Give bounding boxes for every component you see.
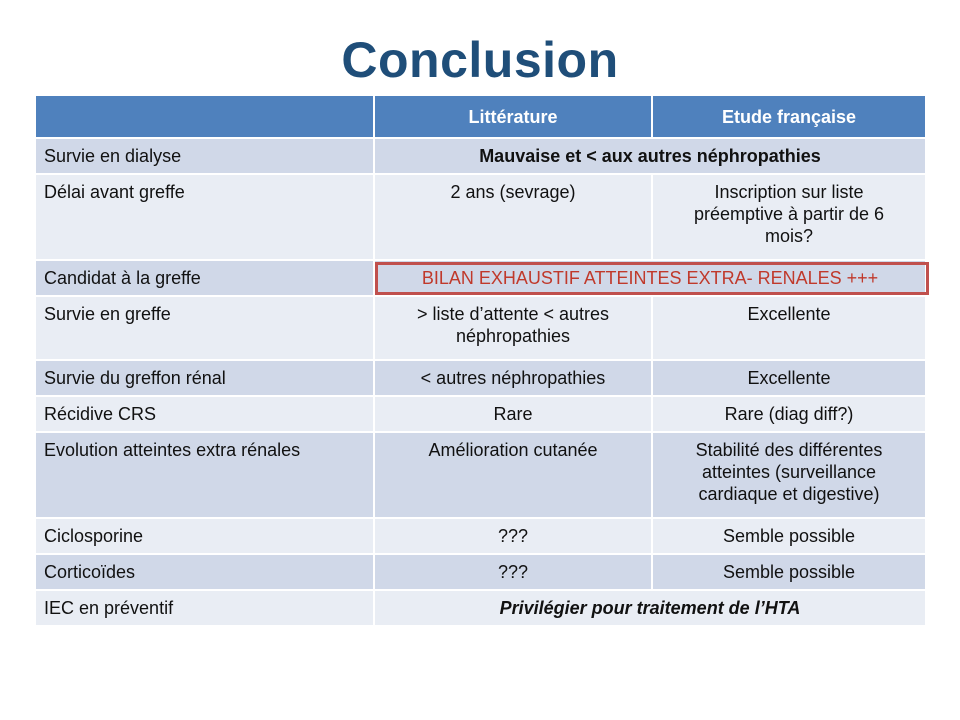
litterature-cell: > liste d’attente < autres néphropathies (374, 296, 652, 360)
etude-cell: Semble possible (652, 518, 926, 554)
etude-cell: Semble possible (652, 554, 926, 590)
highlight-text: BILAN EXHAUSTIF ATTEINTES EXTRA- RENALES +++ (421, 268, 879, 288)
etude-cell: Excellente (652, 360, 926, 396)
table-row (36, 554, 926, 590)
litterature-cell: ??? (374, 554, 652, 590)
table-header-row (36, 96, 926, 138)
etude-cell: Inscription sur liste préemptive à partir de 6 mois? (652, 174, 926, 260)
etude-cell: Excellente (652, 296, 926, 360)
header-cell-litterature: Littérature (374, 96, 652, 138)
merged-cell: Privilégier pour traitement de l’HTA (374, 590, 926, 626)
etude-cell: Rare (diag diff?) (652, 396, 926, 432)
litterature-cell: Rare (374, 396, 652, 432)
table-row (36, 518, 926, 554)
litterature-cell: 2 ans (sevrage) (374, 174, 652, 260)
litterature-cell: < autres néphropathies (374, 360, 652, 396)
row-label: Survie en greffe (36, 296, 374, 360)
row-label: Candidat à la greffe (36, 260, 374, 296)
row-label: Délai avant greffe (36, 174, 374, 260)
row-label: Evolution atteintes extra rénales (36, 432, 374, 518)
row-label: Survie en dialyse (36, 138, 374, 174)
row-label: Corticoïdes (36, 554, 374, 590)
conclusion-table (36, 96, 927, 627)
table-row (36, 138, 926, 174)
table-row (36, 432, 926, 518)
table-row (36, 360, 926, 396)
table-row (36, 396, 926, 432)
row-label: IEC en préventif (36, 590, 374, 626)
table-row (36, 174, 926, 260)
litterature-cell: ??? (374, 518, 652, 554)
merged-cell: Mauvaise et < aux autres néphropathies (374, 138, 926, 174)
table-row (36, 260, 926, 296)
row-label: Récidive CRS (36, 396, 374, 432)
header-cell-empty (36, 96, 374, 138)
highlighted-merged-cell (374, 260, 926, 296)
table-row (36, 296, 926, 360)
header-cell-etude-francaise: Etude française (652, 96, 926, 138)
table-row (36, 590, 926, 626)
etude-cell: Stabilité des différentes atteintes (surveillance cardiaque et digestive) (652, 432, 926, 518)
litterature-cell: Amélioration cutanée (374, 432, 652, 518)
slide-title: Conclusion (341, 32, 619, 88)
row-label: Survie du greffon rénal (36, 360, 374, 396)
row-label: Ciclosporine (36, 518, 374, 554)
